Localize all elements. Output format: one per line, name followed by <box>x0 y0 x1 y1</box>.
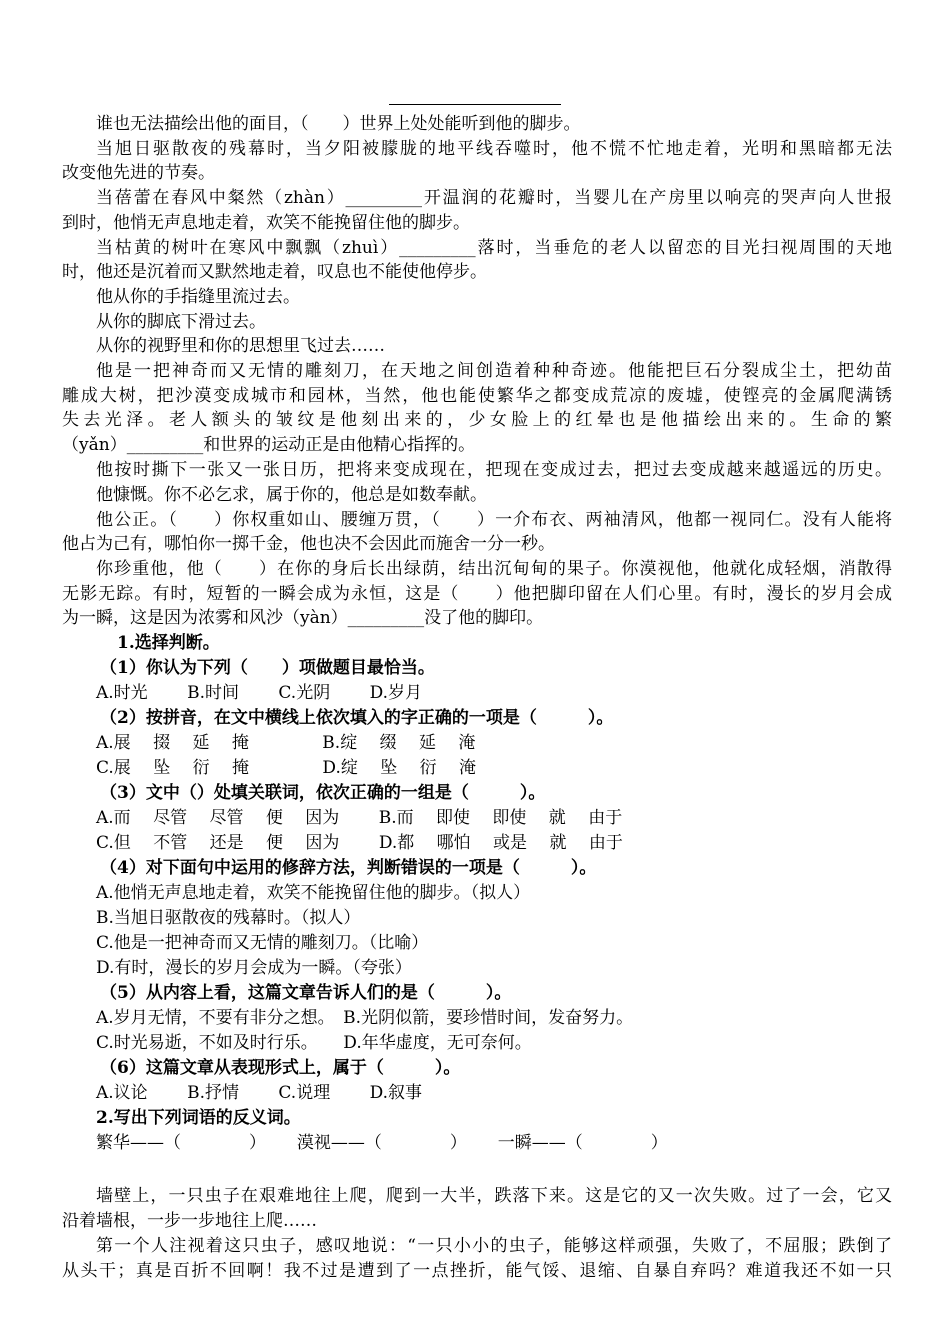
passage-line: 当旭日驱散夜的残幕时，当夕阳被朦胧的地平线吞噬时，他不慌不忙地走着，光明和黑暗都无法 <box>96 139 892 159</box>
question-1: （1）你认为下列（ ）项做题目最恰当。 <box>100 658 435 678</box>
passage-line: 他按时撕下一张又一张日历，把将来变成现在，把现在变成过去，把过去变成越来越遥远的历史。 <box>96 460 892 480</box>
question-1-options: A.时光 B.时间 C.光阴 D.岁月 <box>96 683 423 703</box>
question-6: （6）这篇文章从表现形式上，属于（ ）。 <box>100 1058 461 1078</box>
question-5-options: A.岁月无情，不要有非分之想。 B.光阴似箭，要珍惜时间，发奋努力。 <box>96 1008 634 1028</box>
question-4-option: A.他悄无声息地走着，欢笑不能挽留住他的脚步。（拟人） <box>96 883 531 903</box>
passage-line: 当蓓蕾在春风中粲然（zhàn）_________开温润的花瓣时，当婴儿在产房里以响亮的哭声向人世报 <box>96 188 892 208</box>
passage-line: 他公正。（ ）你权重如山、腰缠万贯，（ ）一介布衣、两袖清风，他都一视同仁。没有人能将 <box>96 510 892 530</box>
passage-line: 他慷慨。你不必乞求，属于你的，他总是如数奉献。 <box>96 485 487 505</box>
question-3-options: A.而 尽管 尽管 便 因为 B.而 即使 即使 就 由于 <box>96 808 623 828</box>
question-3-options: C.但 不管 还是 便 因为 D.都 哪怕 或是 就 由于 <box>96 833 623 853</box>
question-6-options: A.议论 B.抒情 C.说理 D.叙事 <box>96 1083 423 1103</box>
question-4: （4）对下面句中运用的修辞方法，判断错误的一项是（ ）。 <box>100 858 597 878</box>
question-4-option: B.当旭日驱散夜的残幕时。（拟人） <box>96 908 361 928</box>
passage-line: 改变他先进的节奏。 <box>62 163 215 183</box>
passage-line: 从头干；真是百折不回啊！我不过是遭到了一点挫折，能气馁、退缩、自暴自弃吗？难道我还不如一只 <box>62 1261 892 1281</box>
passage-line: 从你的视野里和你的思想里飞过去…… <box>96 336 385 356</box>
passage-line: 当枯黄的树叶在寒风中飘飘（zhuì）_________落时，当垂危的老人以留恋的目光扫视周围的天地 <box>96 238 892 258</box>
passage-line: 他从你的手指缝里流过去。 <box>96 287 300 307</box>
question-5: （5）从内容上看，这篇文章告诉人们的是（ ）。 <box>100 983 512 1003</box>
section-1-title: 1.选择判断。 <box>117 633 220 653</box>
question-2-options: C.展 坠 衍 掩 D.绽 坠 衍 淹 <box>96 758 477 778</box>
passage-line: 你珍重他，他（ ）在你的身后长出绿荫，结出沉甸甸的果子。你漠视他，他就化成轻烟，消散得 <box>96 559 892 579</box>
title-underline <box>389 104 561 105</box>
passage-line: 他是一把神奇而又无情的雕刻刀，在天地之间创造着种种奇迹。他能把巨石分裂成尘土，把幼苗 <box>96 361 892 381</box>
antonym-blanks: 繁华——（ ） 漠视——（ ） 一瞬——（ ） <box>96 1133 668 1153</box>
passage-line: （yǎn）_________和世界的运动正是由他精心指挥的。 <box>62 435 476 455</box>
question-2: （2）按拼音，在文中横线上依次填入的字正确的一项是（ ）。 <box>100 708 614 728</box>
passage-line: 无影无踪。有时，短暂的一瞬会成为永恒，这是（ ）他把脚印留在人们心里。有时，漫长的岁月会成 <box>62 584 892 604</box>
question-4-option: D.有时，漫长的岁月会成为一瞬。（夸张） <box>96 958 412 978</box>
passage-line: 沿着墙根，一步一步地往上爬…… <box>62 1211 317 1231</box>
passage-line: 第一个人注视着这只虫子，感叹地说：“一只小小的虫子，能够这样顽强，失败了，不屈服；跌倒了 <box>96 1236 892 1256</box>
question-5-options: C.时光易逝，不如及时行乐。 D.年华虚度，无可奈何。 <box>96 1033 532 1053</box>
question-2-options: A.展 掇 延 掩 B.绽 缀 延 淹 <box>96 733 476 753</box>
passage-line: 墙壁上，一只虫子在艰难地往上爬，爬到一大半，跌落下来。这是它的又一次失败。过了一会，它又 <box>96 1186 892 1206</box>
passage-line: 从你的脚底下滑过去。 <box>96 312 266 332</box>
passage-line: 为一瞬，这是因为浓雾和风沙（yàn）_________没了他的脚印。 <box>62 608 544 628</box>
question-3: （3）文中（）处填关联词，依次正确的一组是（ ）。 <box>100 783 546 803</box>
passage-line: 谁也无法描绘出他的面目，（ ）世界上处处能听到他的脚步。 <box>96 114 581 134</box>
passage-line: 时，他还是沉着而又默然地走着，叹息也不能使他停步。 <box>62 262 487 282</box>
section-2-title: 2.写出下列词语的反义词。 <box>96 1108 301 1128</box>
passage-line: 他占为己有，哪怕你一掷千金，他也决不会因此而施舍一分一秒。 <box>62 534 555 554</box>
question-4-option: C.他是一把神奇而又无情的雕刻刀。（比喻） <box>96 933 429 953</box>
passage-line: 失去光泽。老人额头的皱纹是他刻出来的，少女脸上的红晕也是他描绘出来的。生命的繁 <box>62 410 892 430</box>
passage-line: 雕成大树，把沙漠变成城市和园林，当然，他也能使繁华之都变成荒凉的废墟，使铿亮的金属爬满锈 <box>62 386 892 406</box>
passage-line: 到时，他悄无声息地走着，欢笑不能挽留住他的脚步。 <box>62 213 470 233</box>
